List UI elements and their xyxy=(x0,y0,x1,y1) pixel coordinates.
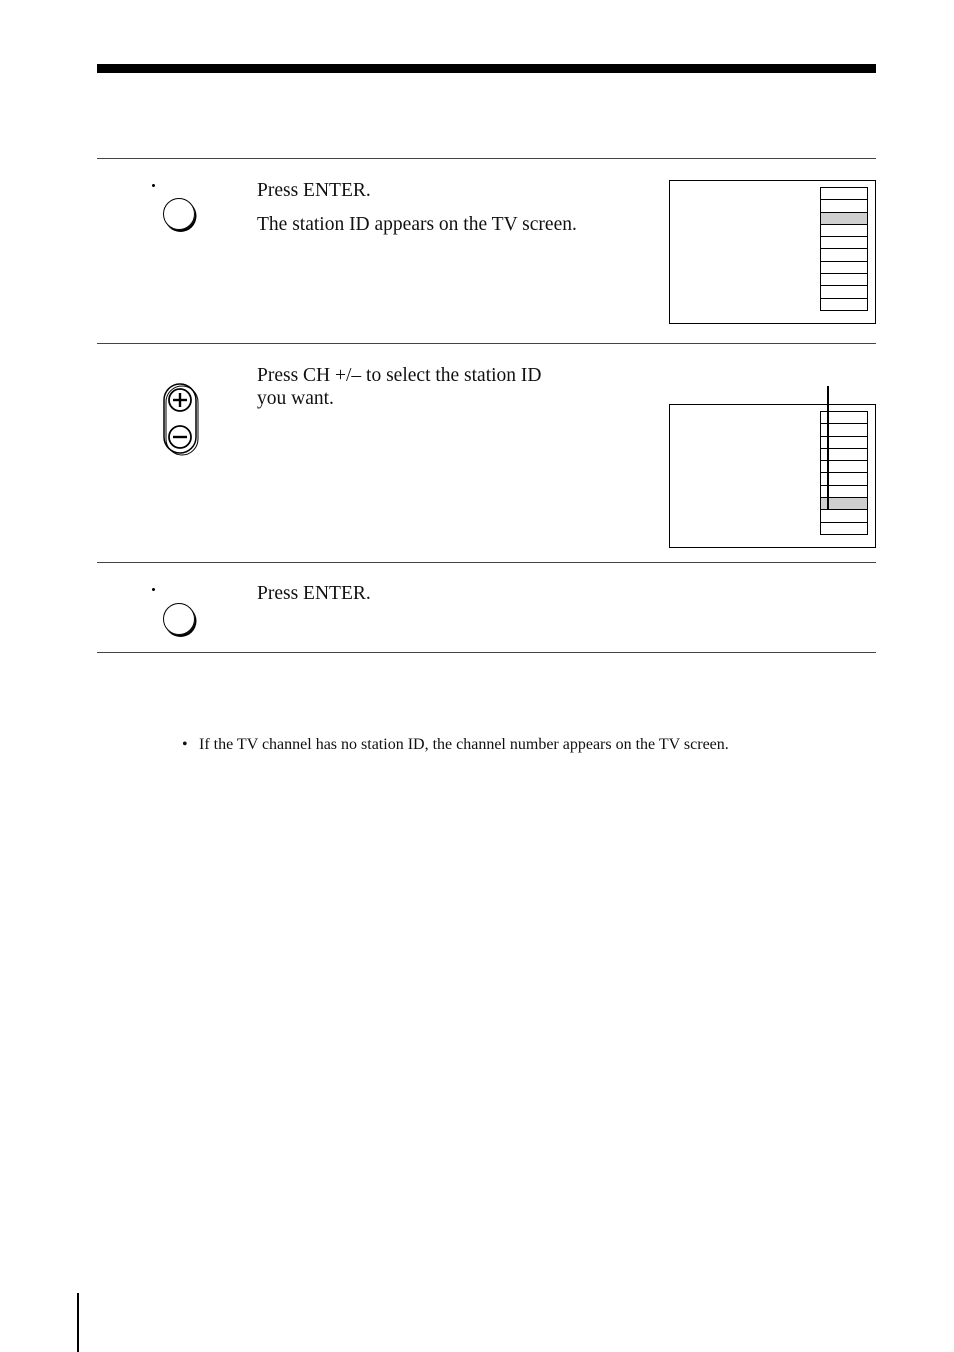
step-divider xyxy=(97,562,876,563)
step-3-instruction: Press ENTER. xyxy=(257,583,371,604)
step-1-text xyxy=(257,179,577,236)
step-2-instruction-line-2: you want. xyxy=(257,388,334,409)
step-2-text xyxy=(257,364,542,410)
note-bullet: • xyxy=(182,736,188,753)
station-id-row xyxy=(820,187,868,199)
page-margin-line xyxy=(77,1293,79,1352)
station-id-list xyxy=(820,187,868,311)
station-id-row xyxy=(820,261,868,273)
station-id-row xyxy=(820,224,868,236)
step-divider xyxy=(97,158,876,159)
enter-button-icon xyxy=(163,603,195,635)
note xyxy=(182,735,729,755)
step-dot xyxy=(152,588,155,591)
step-1-result: The station ID appears on the TV screen. xyxy=(257,214,577,235)
selection-pointer-line xyxy=(827,386,829,510)
enter-button-icon xyxy=(163,198,195,230)
station-id-row xyxy=(820,273,868,285)
step-2-instruction-line-1: Press CH +/– to select the station ID xyxy=(257,365,542,386)
step-3-text xyxy=(257,582,371,605)
station-id-row xyxy=(820,248,868,260)
step-1-instruction: Press ENTER. xyxy=(257,180,371,201)
station-id-row xyxy=(820,199,868,211)
tv-screen-2 xyxy=(669,404,876,548)
station-id-row xyxy=(820,285,868,297)
station-id-row-selected xyxy=(820,212,868,224)
station-id-row xyxy=(820,522,868,535)
ch-plus-minus-button-icon xyxy=(160,383,202,457)
step-divider xyxy=(97,343,876,344)
station-id-row xyxy=(820,298,868,311)
station-id-row xyxy=(820,236,868,248)
step-dot xyxy=(152,184,155,187)
tv-screen-1 xyxy=(669,180,876,324)
station-id-row xyxy=(820,509,868,521)
table-bottom-rule xyxy=(97,652,876,653)
note-text: If the TV channel has no station ID, the channel number appears on the TV screen. xyxy=(199,736,729,753)
header-rule xyxy=(97,64,876,73)
